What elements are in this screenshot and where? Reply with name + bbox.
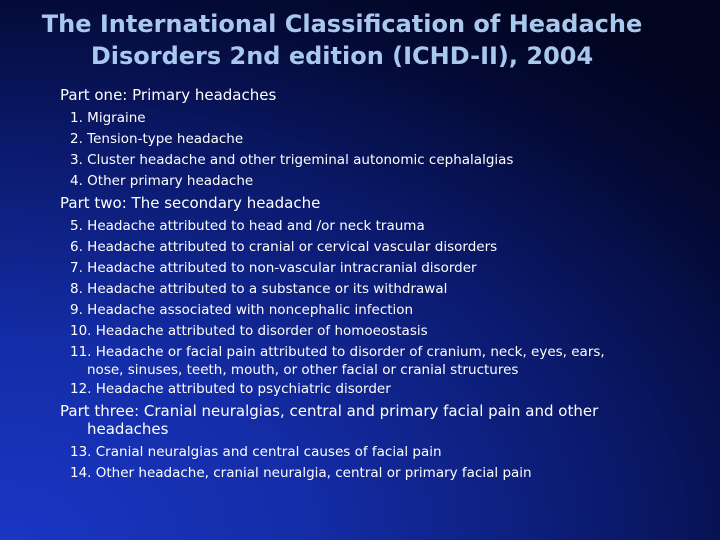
list-item: 8. Headache attributed to a substance or its withdrawal: [70, 281, 448, 297]
title-line-1: The International Classification of Headache: [41, 10, 643, 38]
part-one-heading: Part one: Primary headaches: [60, 86, 277, 104]
part-three-heading: [60, 402, 700, 438]
part-two-list: [70, 216, 700, 400]
list-item: [70, 342, 700, 379]
list-item: 6. Headache attributed to cranial or cervical vascular disorders: [70, 239, 498, 255]
list-item: 13. Cranial neuralgias and central causes of facial pain: [70, 444, 442, 460]
list-item: 7. Headache attributed to non-vascular intracranial disorder: [70, 260, 477, 276]
list-item: 10. Headache attributed to disorder of homoeostasis: [70, 323, 428, 339]
list-item: 9. Headache associated with noncephalic infection: [70, 302, 414, 318]
item-11-line-2: nose, sinuses, teeth, mouth, or other facial or cranial structures: [87, 362, 519, 378]
part-three-list: [70, 442, 700, 484]
title-line-2: Disorders 2nd edition (ICHD-II), 2004: [90, 42, 594, 70]
part-two-heading: Part two: The secondary headache: [60, 194, 321, 212]
part-three-heading-line-1: Part three: Cranial neuralgias, central and primary facial pain and other: [60, 402, 599, 420]
list-item: 1. Migraine: [70, 110, 146, 126]
list-item: 3. Cluster headache and other trigeminal autonomic cephalalgias: [70, 152, 514, 168]
list-item: 5. Headache attributed to head and /or neck trauma: [70, 218, 425, 234]
list-item: 14. Other headache, cranial neuralgia, central or primary facial pain: [70, 465, 532, 481]
list-item: 12. Headache attributed to psychiatric disorder: [70, 381, 391, 397]
item-11-line-1: 11. Headache or facial pain attributed to disorder of cranium, neck, eyes, ears,: [70, 344, 605, 360]
part-three-heading-line-2: headaches: [87, 420, 169, 438]
slide-content: [60, 86, 700, 486]
list-item: 4. Other primary headache: [70, 173, 254, 189]
list-item: 2. Tension-type headache: [70, 131, 244, 147]
slide-title: [0, 8, 684, 72]
part-one-list: [70, 108, 700, 192]
